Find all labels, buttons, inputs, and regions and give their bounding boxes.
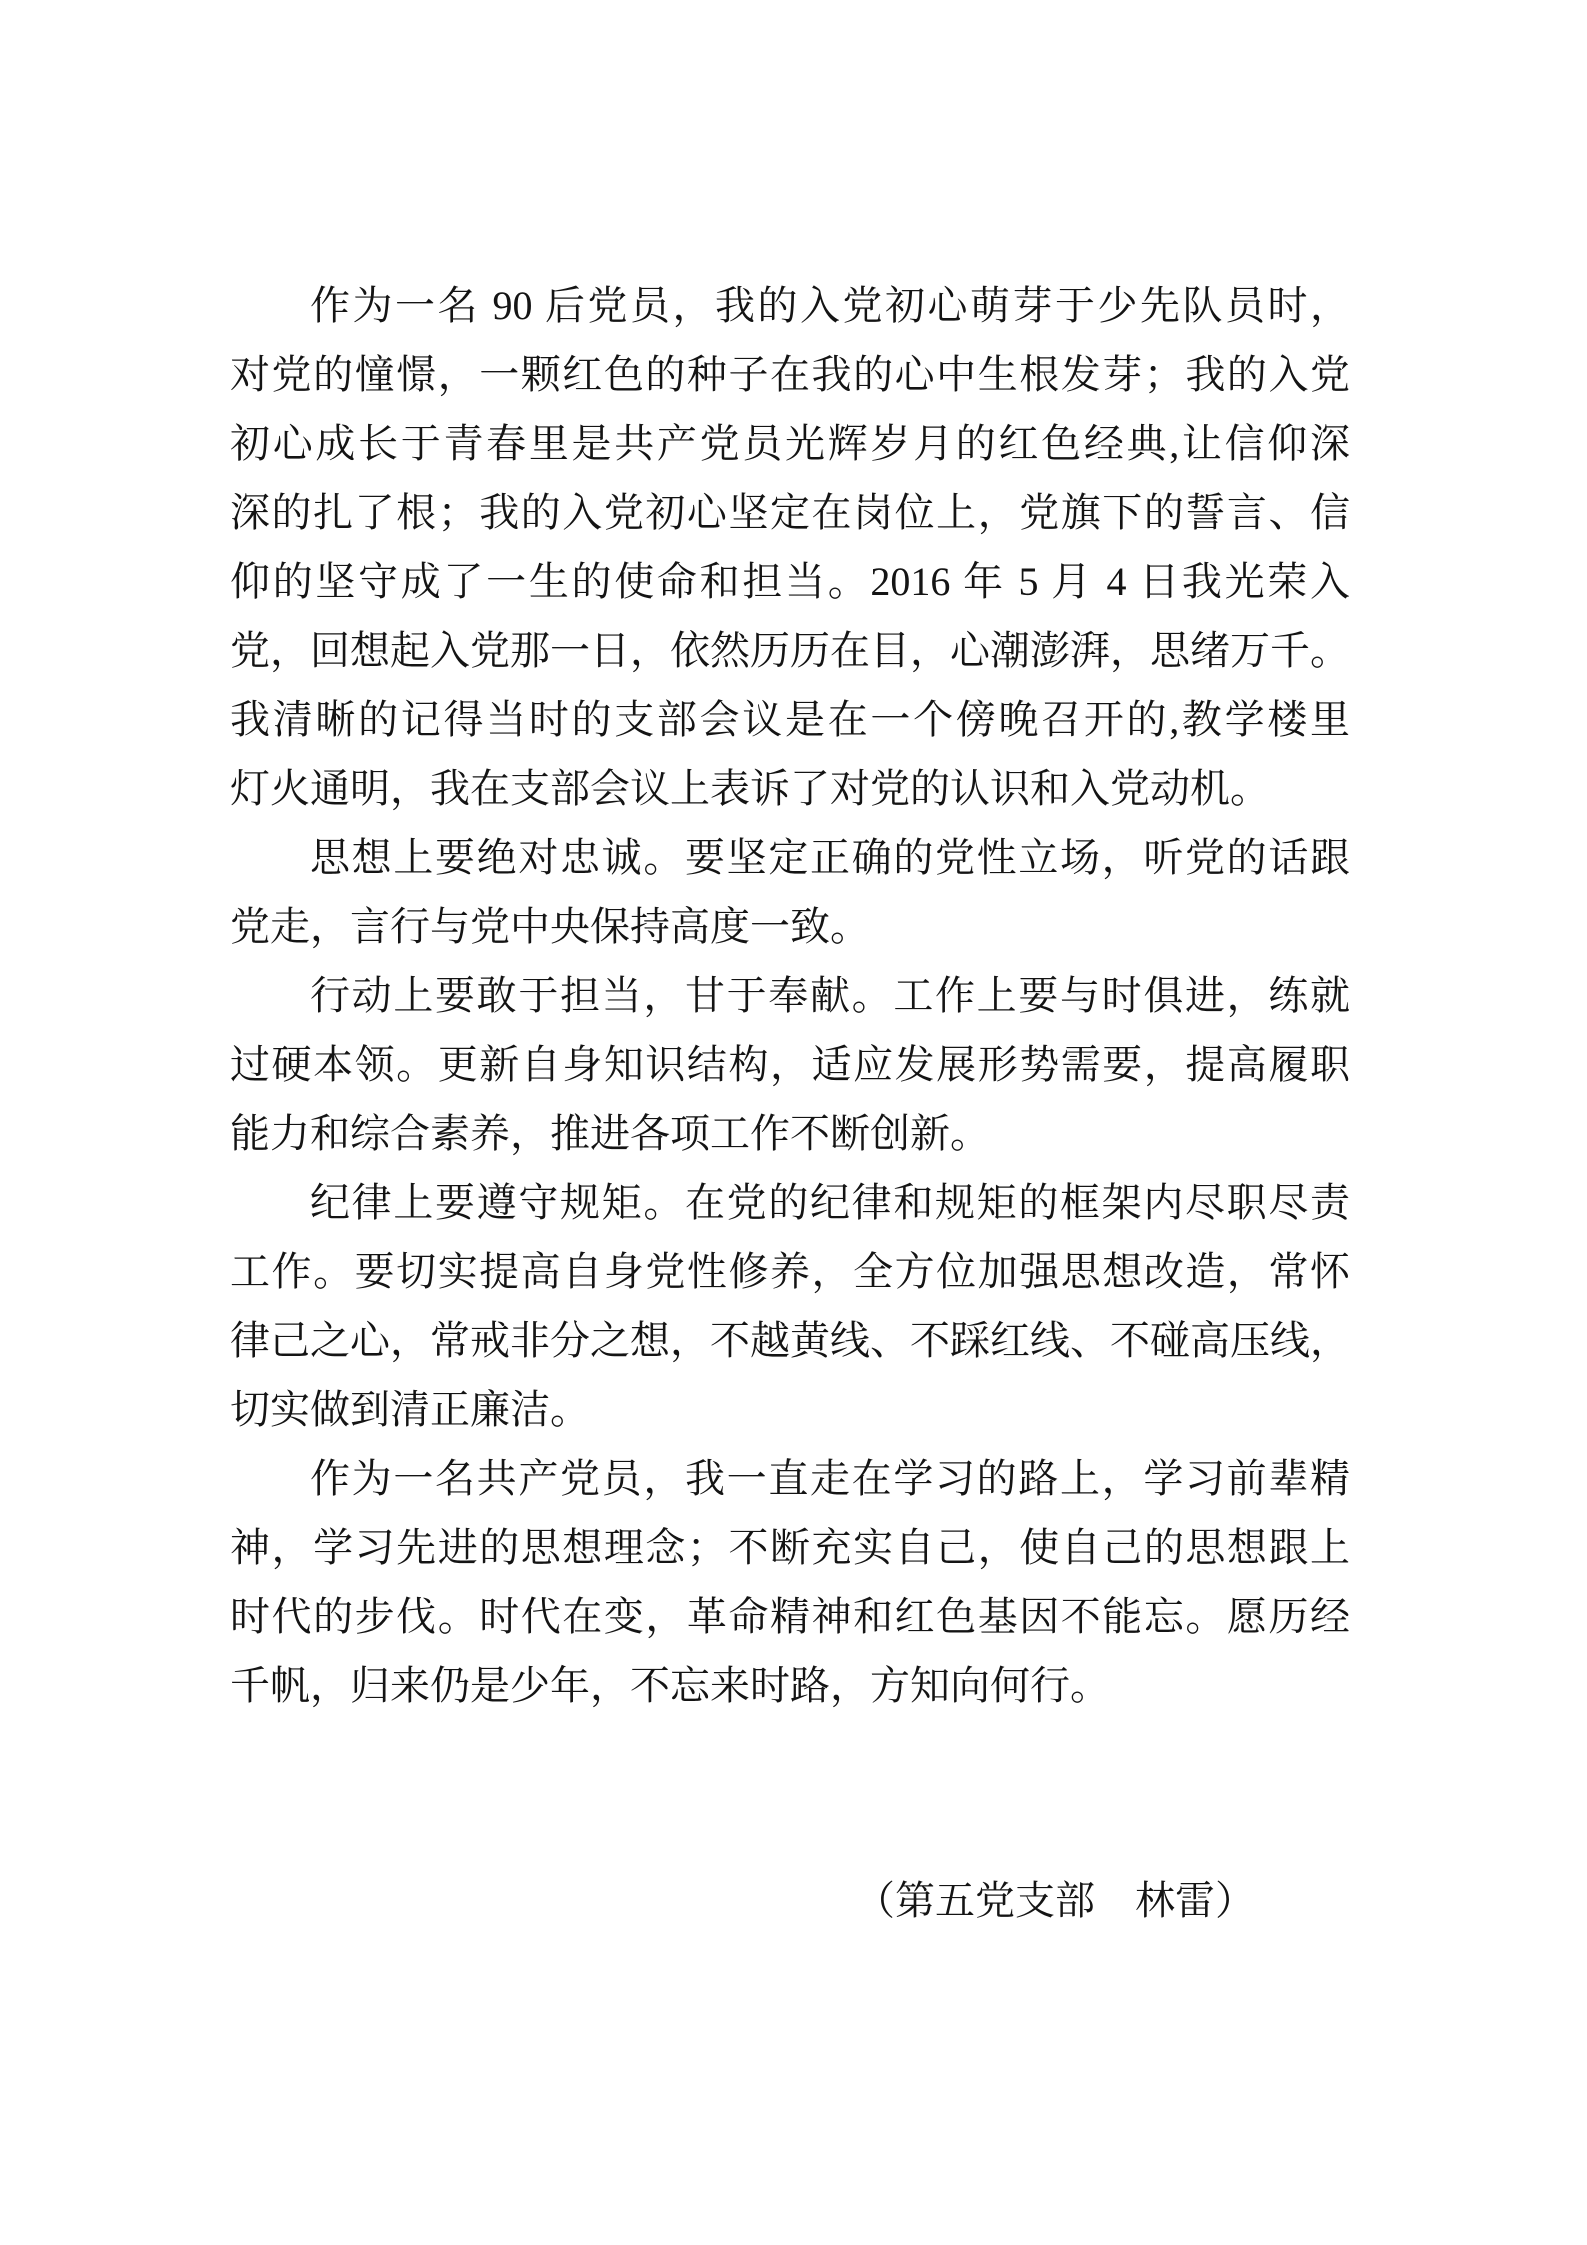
text-line: 我清晰的记得当时的支部会议是在一个傍晚召开的,教学楼里 — [230, 697, 1350, 742]
paragraph-1 — [230, 271, 1350, 823]
text-line: 对党的憧憬，一颗红色的种子在我的心中生根发芽；我的入党 — [230, 352, 1350, 397]
text-line: 能力和综合素养，推进各项工作不断创新。 — [230, 1111, 990, 1156]
paragraph-2 — [230, 823, 1350, 961]
text-line: 作为一名共产党员，我一直走在学习的路上，学习前辈精 — [310, 1456, 1350, 1501]
signature: （第五党支部 林雷） — [855, 1878, 1255, 1923]
text-line: 千帆，归来仍是少年，不忘来时路，方知向何行。 — [230, 1663, 1110, 1708]
text-line: 党，回想起入党那一日，依然历历在目，心潮澎湃，思绪万千。 — [230, 628, 1350, 673]
text-line: 切实做到清正廉洁。 — [230, 1387, 590, 1432]
text-line: 深的扎了根；我的入党初心坚定在岗位上，党旗下的誓言、信 — [230, 490, 1350, 535]
text-line: 律己之心，常戒非分之想，不越黄线、不踩红线、不碰高压线， — [230, 1318, 1350, 1363]
text-line: 神，学习先进的思想理念；不断充实自己，使自己的思想跟上 — [230, 1525, 1350, 1570]
text-line: 纪律上要遵守规矩。在党的纪律和规矩的框架内尽职尽责 — [310, 1180, 1350, 1225]
text-line: 党走，言行与党中央保持高度一致。 — [230, 904, 870, 949]
paragraph-4 — [230, 1168, 1350, 1444]
text-line: 作为一名 90 后党员，我的入党初心萌芽于少先队员时， — [310, 283, 1350, 328]
text-line: 思想上要绝对忠诚。要坚定正确的党性立场，听党的话跟 — [310, 835, 1350, 880]
text-line: 仰的坚守成了一生的使命和担当。2016 年 5 月 4 日我光荣入 — [230, 559, 1350, 604]
text-line: 灯火通明，我在支部会议上表诉了对党的认识和入党动机。 — [230, 766, 1270, 811]
text-line: 过硬本领。更新自身知识结构，适应发展形势需要，提高履职 — [230, 1042, 1350, 1087]
paragraph-3 — [230, 961, 1350, 1168]
text-line: 时代的步伐。时代在变，革命精神和红色基因不能忘。愿历经 — [230, 1594, 1350, 1639]
text-line: 行动上要敢于担当，甘于奉献。工作上要与时俱进，练就 — [310, 973, 1350, 1018]
text-line: 工作。要切实提高自身党性修养，全方位加强思想改造，常怀 — [230, 1249, 1350, 1294]
paragraph-5 — [230, 1444, 1350, 1720]
document-body — [230, 271, 1350, 1935]
text-line: 初心成长于青春里是共产党员光辉岁月的红色经典,让信仰深 — [230, 421, 1350, 466]
